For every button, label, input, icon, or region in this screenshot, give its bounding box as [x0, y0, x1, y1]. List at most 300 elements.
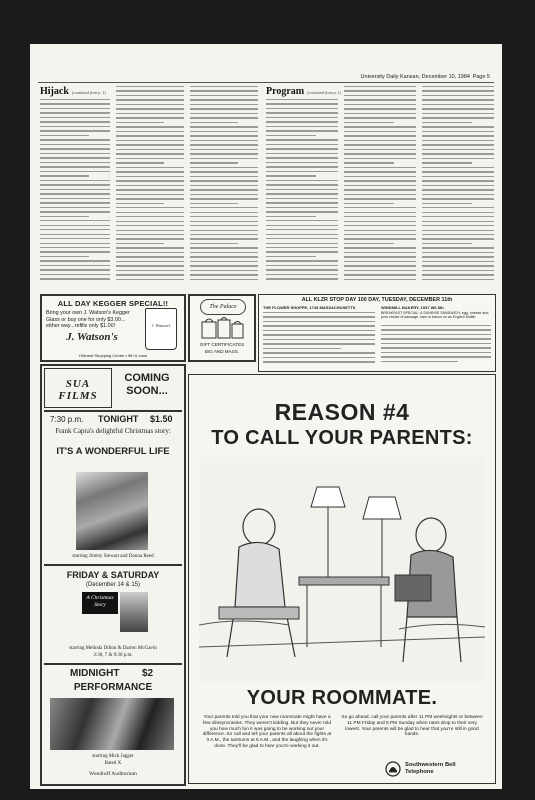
text-line: [116, 122, 164, 123]
klzr-breakfast: BREAKFAST SPECIAL: A SUNRISE SANDWICH: egg, cheese and your choice of sausage, ham or bacon on an English Muffin: [381, 311, 489, 320]
text-line: [422, 176, 494, 177]
text-line: [190, 180, 258, 181]
text-line: [40, 198, 110, 199]
kegger-body: Bring your own J. Watson's Kegger Glass or buy one for only $3.00... either way...refills only $1.00!: [46, 310, 130, 330]
text-line: [344, 131, 416, 132]
text-line: [116, 140, 184, 141]
text-line: [190, 243, 238, 244]
text-line: [190, 238, 258, 239]
hijack-column-3: [190, 86, 258, 287]
text-line: [422, 234, 494, 235]
text-line: [266, 247, 338, 248]
text-line: [422, 252, 494, 253]
text-line: [422, 230, 494, 231]
text-line: [344, 95, 416, 96]
text-line: [116, 279, 184, 280]
text-line: [40, 269, 110, 270]
text-line: [40, 144, 110, 145]
jwatsons-logo: J. Watson's: [66, 331, 118, 343]
midnight-label: MIDNIGHT: [70, 668, 120, 679]
tonight-price: $1.50: [150, 414, 173, 424]
text-line: [344, 247, 416, 248]
text-line: [266, 220, 338, 221]
text-line: [344, 144, 416, 145]
text-line: [422, 256, 494, 257]
text-line: [266, 157, 338, 158]
text-line: [422, 95, 494, 96]
text-line: [263, 334, 375, 335]
text-line: [266, 103, 338, 104]
text-line: [266, 238, 338, 239]
text-line: [190, 171, 258, 172]
text-line: [40, 130, 110, 131]
kegger-address: Hillcrest Shopping Center • 9th & Iowa: [79, 353, 147, 358]
newspaper-page: [30, 44, 502, 789]
text-line: [344, 252, 416, 253]
sua-films-logo: SUA FILMS: [58, 378, 98, 402]
text-line: [116, 216, 184, 217]
text-line: [116, 234, 184, 235]
text-line: [40, 260, 110, 261]
film2-stars: starring Melinda Dillon & Darren McGavin: [69, 646, 157, 651]
text-line: [344, 171, 416, 172]
text-line: [40, 139, 110, 140]
film3-still: [50, 698, 174, 750]
text-line: [344, 176, 416, 177]
text-line: [344, 256, 416, 257]
text-line: [422, 270, 494, 271]
text-line: [263, 352, 375, 353]
bell-headline-2: TO CALL YOUR PARENTS:: [211, 427, 473, 449]
text-line: [266, 243, 338, 244]
text-line: [116, 176, 184, 177]
text-line: [190, 221, 258, 222]
text-line: [40, 166, 110, 167]
text-line: [116, 167, 184, 168]
klzr-title: ALL KLZR STOP DAY 100 DAY, TUESDAY, DECEMBER 11th: [301, 297, 453, 303]
text-line: [40, 274, 110, 275]
program-column-1: [266, 99, 338, 287]
text-line: [266, 162, 338, 163]
text-line: [344, 104, 416, 105]
text-line: [381, 325, 491, 326]
text-line: [422, 216, 494, 217]
shopping-bags-icon: [198, 316, 246, 340]
text-line: [116, 212, 184, 213]
text-line: [40, 162, 110, 163]
text-line: [190, 131, 258, 132]
text-line: [190, 212, 258, 213]
page-header: [38, 74, 494, 83]
text-line: [190, 274, 258, 275]
text-line: [116, 153, 184, 154]
text-line: [422, 180, 494, 181]
text-line: [40, 148, 110, 149]
text-line: [344, 198, 416, 199]
text-line: [266, 274, 338, 275]
text-line: [40, 153, 110, 154]
text-line: [344, 90, 416, 91]
film3-stars: starring Mick Jagger: [92, 754, 134, 759]
text-line: [190, 122, 238, 123]
text-line: [266, 251, 338, 252]
text-line: [344, 265, 416, 266]
text-line: [116, 135, 184, 136]
text-line: [422, 189, 494, 190]
text-line: [266, 225, 338, 226]
text-line: [190, 256, 258, 257]
text-line: [40, 220, 110, 221]
text-line: [263, 361, 375, 362]
text-line: [266, 175, 316, 176]
text-line: [116, 256, 184, 257]
text-line: [116, 86, 184, 87]
text-line: [116, 225, 184, 226]
text-line: [116, 247, 184, 248]
text-line: [344, 140, 416, 141]
text-line: [116, 90, 184, 91]
text-line: [266, 184, 338, 185]
text-line: [266, 189, 338, 190]
text-line: [344, 113, 416, 114]
text-line: [344, 207, 416, 208]
text-line: [266, 180, 338, 181]
film2-still: [120, 592, 148, 632]
text-line: [344, 238, 416, 239]
text-line: [422, 238, 494, 239]
text-line: [344, 185, 416, 186]
kegger-ad: [40, 294, 186, 362]
text-line: [116, 252, 184, 253]
text-line: [190, 189, 258, 190]
text-line: [344, 126, 416, 127]
text-line: [116, 180, 184, 181]
showtime: 7:30 p.m.: [50, 415, 84, 424]
hijack-column-2: [116, 86, 184, 287]
text-line: [190, 225, 258, 226]
text-line: [344, 86, 416, 87]
text-line: [266, 202, 338, 203]
text-line: [40, 126, 110, 127]
text-line: [422, 131, 494, 132]
text-line: [422, 194, 494, 195]
text-line: [266, 216, 316, 217]
text-line: [40, 193, 110, 194]
palace-bags: BIG AND MASS.: [204, 349, 240, 354]
coming-soon: COMING SOON...: [124, 372, 170, 397]
text-line: [190, 162, 238, 163]
text-line: [344, 149, 416, 150]
program-column-3: [422, 86, 494, 287]
text-line: [422, 122, 472, 123]
text-line: [40, 171, 110, 172]
kegger-glass-icon: J. Watson's: [145, 308, 177, 350]
text-line: [40, 103, 110, 104]
text-line: [266, 256, 316, 257]
film1-stars: starring Jimmy Stewart and Donna Reed: [72, 554, 154, 559]
klzr-right-head: WINDMILL BAKERY, 1537 W6 8th: [381, 305, 444, 310]
bell-tagline: YOUR ROOMMATE.: [246, 687, 438, 709]
text-line: [422, 158, 494, 159]
text-line: [40, 99, 110, 100]
text-line: [190, 230, 258, 231]
text-line: [266, 126, 338, 127]
text-line: [266, 99, 338, 100]
text-line: [266, 130, 338, 131]
text-line: [422, 140, 494, 141]
text-line: [344, 234, 416, 235]
text-line: [266, 171, 338, 172]
text-line: [40, 135, 89, 136]
palace-logo: The Palace: [200, 299, 246, 315]
text-line: [263, 312, 375, 313]
text-line: [190, 140, 258, 141]
text-line: [40, 243, 110, 244]
text-line: [381, 334, 491, 335]
text-line: [422, 212, 494, 213]
text-line: [422, 274, 494, 275]
bell-body-left: Your parents told you that your new roommate might have a few idiosyncrasies. They weren't kidding. But they never told you how much fun it was going to be working out your difference. So call and tell your parents all about the fights at 3 A.M., the tantrums at 5 A.M., and the laughing when it's done. They'll be glad to hear you're working it out.: [202, 715, 332, 749]
text-line: [190, 104, 258, 105]
text-line: [190, 265, 258, 266]
text-line: [266, 193, 338, 194]
text-line: [116, 189, 184, 190]
film1-still: [76, 472, 148, 550]
venue: Woodruff Auditorium: [89, 771, 137, 777]
text-line: [381, 343, 491, 344]
text-line: [40, 251, 110, 252]
text-line: [344, 108, 416, 109]
text-line: [190, 117, 258, 118]
palace-gift: GIFT CERTIFICATES: [199, 342, 245, 347]
text-line: [344, 162, 394, 163]
text-line: [381, 361, 458, 362]
klzr-left-list: [263, 312, 375, 368]
text-line: [422, 171, 494, 172]
performance-label: PERFORMANCE: [73, 682, 153, 693]
text-line: [422, 162, 472, 163]
text-line: [266, 229, 338, 230]
text-line: [422, 104, 494, 105]
text-line: [266, 121, 338, 122]
text-line: [116, 117, 184, 118]
text-line: [422, 149, 494, 150]
text-line: [266, 265, 338, 266]
divider-1: [44, 410, 182, 412]
text-line: [344, 274, 416, 275]
text-line: [40, 121, 110, 122]
text-line: [344, 153, 416, 154]
text-line: [190, 153, 258, 154]
text-line: [40, 229, 110, 230]
text-line: [344, 270, 416, 271]
christmas-story-logo: A Christmas Story: [82, 592, 118, 614]
text-line: [381, 352, 491, 353]
text-line: [422, 117, 494, 118]
text-line: [190, 108, 258, 109]
text-line: [40, 216, 89, 217]
text-line: [422, 261, 494, 262]
text-line: [263, 321, 375, 322]
text-line: [422, 198, 494, 199]
text-line: [40, 238, 110, 239]
klzr-right-list: [381, 325, 491, 368]
text-line: [381, 329, 491, 330]
text-line: [40, 225, 110, 226]
text-line: [344, 99, 416, 100]
text-line: [116, 194, 184, 195]
bell-body-right: So go ahead, call your parents after 11 PM weeknights or between 11 PM Friday and 5 PM Sunday when rates drop to their very lowest. Your parents will be glad to hear that you're still in good hands.: [341, 715, 483, 738]
tonight-label: TONIGHT: [98, 414, 139, 424]
text-line: [422, 225, 494, 226]
text-line: [40, 202, 110, 203]
text-line: [344, 180, 416, 181]
text-line: [190, 126, 258, 127]
text-line: [266, 139, 338, 140]
text-line: [344, 216, 416, 217]
bell-headline-1: REASON #4: [274, 399, 410, 425]
text-line: [116, 99, 184, 100]
text-line: [263, 343, 375, 344]
text-line: [190, 270, 258, 271]
text-line: [422, 113, 494, 114]
text-line: [116, 265, 184, 266]
text-line: [40, 234, 110, 235]
text-line: [116, 144, 184, 145]
text-line: [422, 126, 494, 127]
text-line: [190, 203, 238, 204]
text-line: [116, 126, 184, 127]
text-line: [190, 216, 258, 217]
text-line: [266, 117, 338, 118]
text-line: [190, 95, 258, 96]
text-line: [190, 86, 258, 87]
text-line: [381, 356, 491, 357]
text-line: [190, 158, 258, 159]
page-number: Page 5: [472, 74, 490, 80]
text-line: [266, 112, 338, 113]
text-line: [344, 203, 394, 204]
text-line: [422, 243, 472, 244]
text-line: [190, 247, 258, 248]
text-line: [344, 122, 394, 123]
text-line: [344, 194, 416, 195]
text-line: [40, 117, 110, 118]
text-line: [116, 198, 184, 199]
text-line: [116, 113, 184, 114]
film1-desc: Frank Capra's delightful Christmas story:: [55, 427, 171, 435]
film1-title: IT'S A WONDERFUL LIFE: [56, 446, 170, 457]
text-line: [344, 189, 416, 190]
text-line: [116, 243, 164, 244]
text-line: [190, 279, 258, 280]
bell-logo-text: Southwestern Bell Telephone: [405, 762, 456, 775]
bell-logo-icon: [385, 761, 401, 777]
text-line: [40, 211, 110, 212]
midnight-price: $2: [142, 668, 154, 679]
text-line: [116, 230, 184, 231]
text-line: [422, 203, 472, 204]
text-line: [422, 86, 494, 87]
publication-line: University Daily Kansan, December 10, 1984: [360, 74, 470, 80]
text-line: [190, 207, 258, 208]
text-line: [266, 269, 338, 270]
text-line: [263, 330, 375, 331]
text-line: [422, 265, 494, 266]
text-line: [190, 144, 258, 145]
text-line: [116, 221, 184, 222]
text-line: [40, 247, 110, 248]
text-line: [266, 260, 338, 261]
text-line: [422, 99, 494, 100]
sua-films-ad: [40, 364, 186, 786]
text-line: [190, 194, 258, 195]
text-line: [422, 221, 494, 222]
hijack-headline: Hijack (continued from p. 1): [40, 86, 106, 97]
text-line: [422, 167, 494, 168]
bell-ad: [188, 374, 496, 784]
text-line: [344, 167, 416, 168]
text-line: [190, 198, 258, 199]
text-line: [422, 108, 494, 109]
text-line: [266, 108, 338, 109]
sua-logo-box: [44, 368, 112, 408]
film2-times: 3:30, 7 & 9:30 p.m.: [93, 653, 133, 658]
text-line: [190, 113, 258, 114]
text-line: [190, 252, 258, 253]
text-line: [266, 166, 338, 167]
text-line: [190, 135, 258, 136]
text-line: [116, 104, 184, 105]
text-line: [190, 185, 258, 186]
text-line: [422, 144, 494, 145]
klzr-left-head: THE FLOWER SHOPPE, 1749 MASSACHUSETTS: [263, 305, 356, 310]
text-line: [344, 261, 416, 262]
text-line: [344, 279, 416, 280]
text-line: [116, 238, 184, 239]
text-line: [40, 265, 110, 266]
text-line: [422, 90, 494, 91]
text-line: [190, 90, 258, 91]
text-line: [344, 230, 416, 231]
text-line: [422, 247, 494, 248]
text-line: [263, 316, 375, 317]
text-line: [263, 357, 375, 358]
text-line: [40, 278, 110, 279]
kegger-title: ALL DAY KEGGER SPECIAL!!: [57, 299, 169, 308]
text-line: [116, 162, 164, 163]
text-line: [40, 189, 110, 190]
text-line: [263, 348, 341, 349]
text-line: [266, 211, 338, 212]
text-line: [422, 153, 494, 154]
text-line: [190, 149, 258, 150]
text-line: [190, 99, 258, 100]
text-line: [116, 274, 184, 275]
text-line: [116, 185, 184, 186]
text-line: [190, 234, 258, 235]
text-line: [40, 256, 89, 257]
text-line: [116, 203, 164, 204]
text-line: [266, 144, 338, 145]
text-line: [422, 135, 494, 136]
text-line: [422, 207, 494, 208]
text-line: [116, 131, 184, 132]
text-line: [344, 135, 416, 136]
text-line: [190, 261, 258, 262]
text-line: [266, 135, 316, 136]
divider-2: [44, 564, 182, 566]
